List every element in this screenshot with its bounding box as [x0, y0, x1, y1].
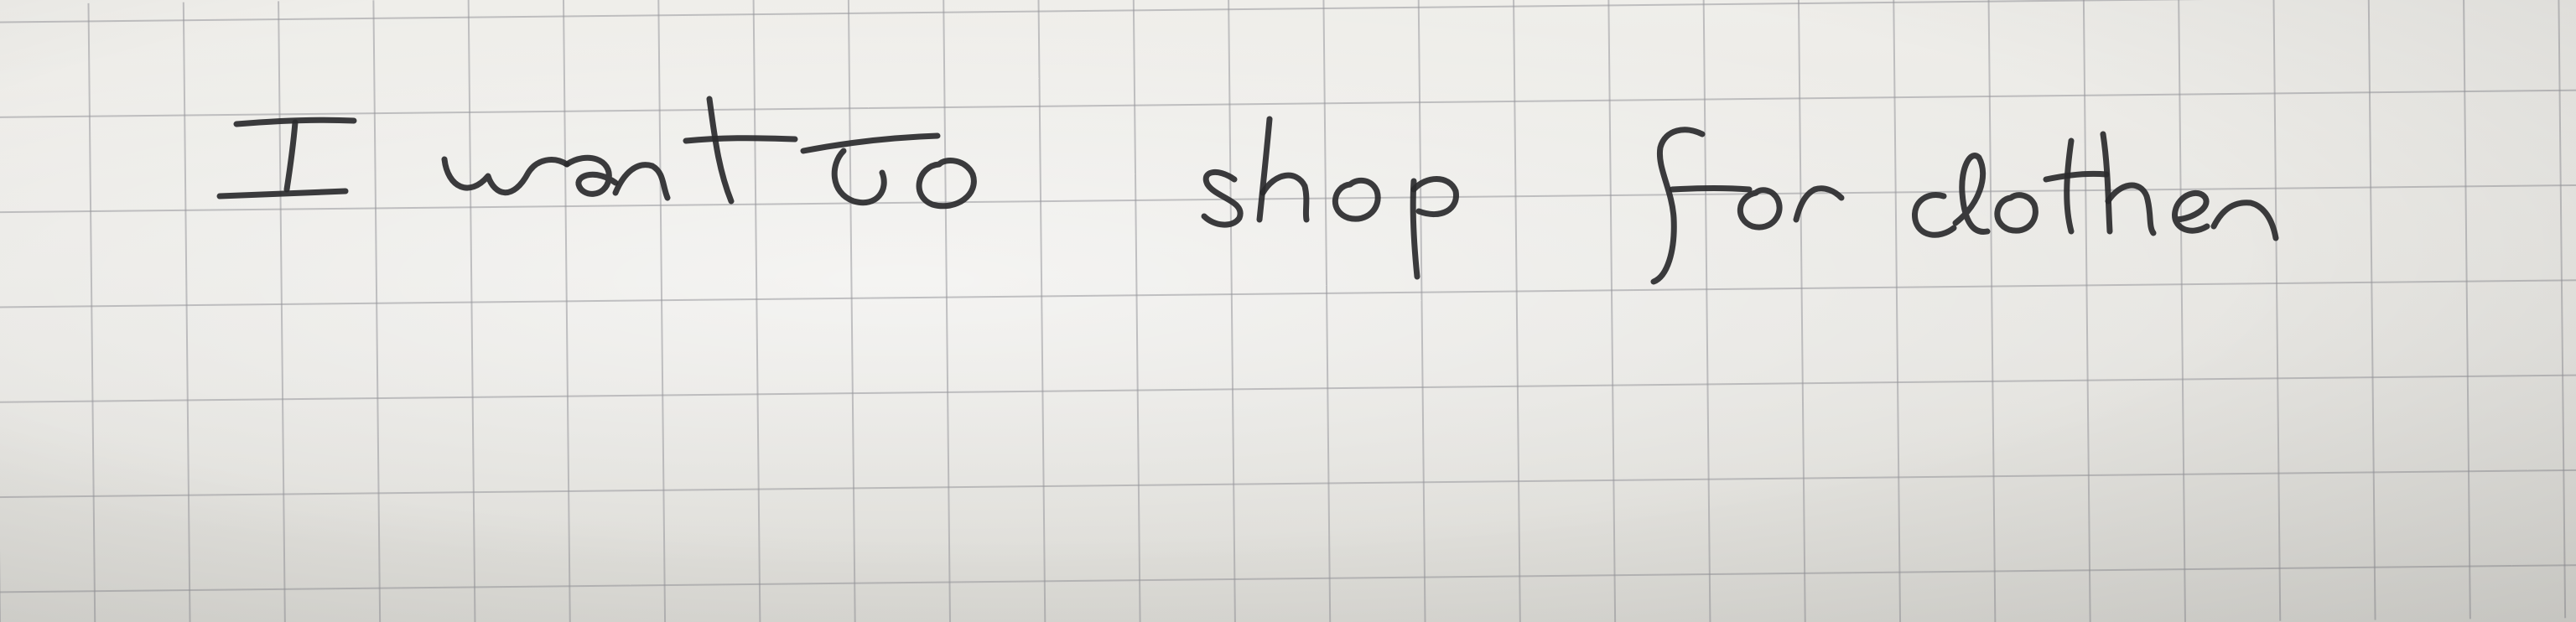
handwritten-word-to: [803, 136, 974, 206]
handwritten-word-want: [444, 99, 795, 201]
handwritten-word-clothes: [1914, 134, 2276, 238]
handwritten-word-for: [1654, 130, 1841, 282]
handwritten-word-shop: [1204, 119, 1456, 277]
handwritten-letter-I: [220, 120, 354, 196]
